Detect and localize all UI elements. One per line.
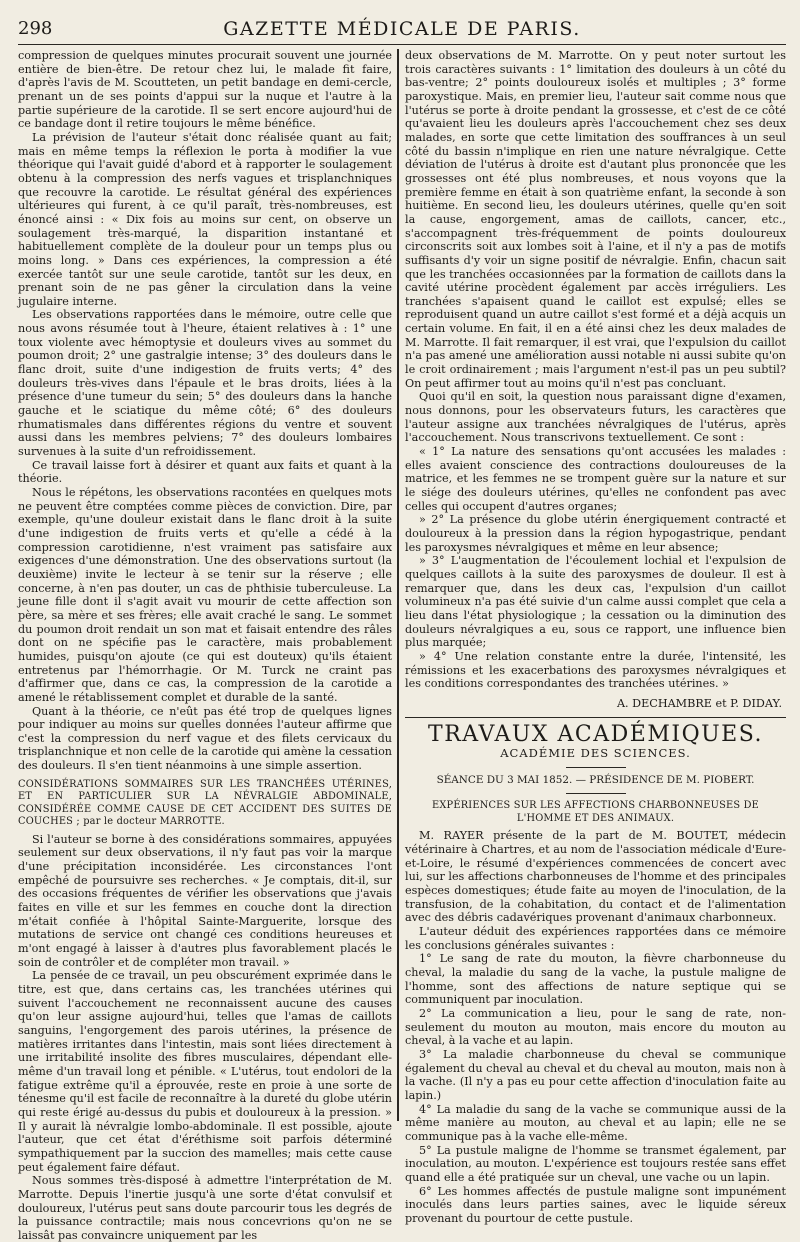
columns: [18, 49, 787, 1242]
conclusion-item: 6° Les hommes affectés de pustule maligne sont impunément inoculés dans leurs parties saines, avec le liquide séreux provenant du pourtour de cette pustule.: [405, 1184, 787, 1225]
paragraph: L'auteur déduit des expériences rapportées dans ce mémoire les conclusions générales suivantes :: [405, 925, 787, 952]
quoted-criterion: » 4° Une relation constante entre la durée, l'intensité, les rémissions et les exacerbations des paroxysmes névralgiques et les conditions correspondantes des tranchées utérines. »: [405, 649, 787, 691]
section-rule: [405, 717, 786, 718]
quoted-criterion: « 1° La nature des sensations qu'ont accusées les malades : elles avaient conscience des contractions douloureuses de la matrice, et les femmes ne se trompent guère sur la nature et sur le siége des douleurs utérines, qu'elles ne confondent pas avec celles qui occupent d'autres organes;: [405, 445, 787, 513]
quoted-criterion: » 2° La présence du globe utérin énergiquement contracté et douloureux à la pression dans la région hypogastrique, pendant les paroxysmes névralgiques et même en leur absence;: [405, 513, 787, 554]
left-column: [18, 49, 397, 1242]
right-column: [399, 49, 787, 1225]
paragraph: Nous sommes très-disposé à admettre l'interprétation de M. Marrotte. Depuis l'inertie jusqu'à une sorte d'état convulsif et douloureux, l'utérus peut sans doute parcourir tous les degrés de la puissance contractile; mais nous concevrions qu'on ne se laissât pas convaincre uniquement par les: [18, 1174, 393, 1242]
section-heading: CONSIDÉRATIONS SOMMAIRES SUR LES TRANCHÉES UTÉRINES, ET EN PARTICULIER SUR LA NÉVRALGIE ABDOMINALE, CONSIDÉRÉE COMME CAUSE DE CET ACCIDENT DES SUITES DE COUCHES ; par le docteur MARROTTE.: [18, 778, 393, 828]
paragraph: Quant à la théorie, ce n'eût pas été trop de quelques lignes pour indiquer au moins sur quelles données l'auteur affirme que c'est la compression du nerf vague et des filets cervicaux du trisplanchnique et non celle de la carotide qui amène la cessation des douleurs. Il s'en tient néanmoins à une simple assertion.: [18, 704, 393, 773]
conclusion-item: 2° La communication a lieu, pour le sang de rate, non-seulement du mouton au mouton, mais encore du mouton au cheval, à la vache et au lapin.: [405, 1007, 787, 1048]
conclusion-item: 4° La maladie du sang de la vache se communique aussi de la même manière au mouton, au cheval et au lapin; elle ne se communique pas à la vache elle-même.: [405, 1102, 787, 1143]
page-number: 298: [18, 18, 53, 39]
short-rule: [566, 793, 626, 794]
paragraph: deux observations de M. Marrotte. On y peut noter surtout les trois caractères suivants : 1° limitation des douleurs à un côté du bas-ventre; 2° points douloureux isolés et multiples ; 3° forme paroxystique. Mais, en premier lieu, l'auteur sait comme nous que l'utérus se porte à droite pendant la grossesse, et c'est de ce côté qu'avaient lieu les douleurs après l'accouchement chez ses deux malades, en sorte que cette limitation des souffrances à un seul côté du bassin n'implique en rien une nature névralgique. Cette déviation de l'utérus à droite est d'autant plus prononcée que les grossesses ont été plus nombreuses, et nous voyons que la première femme en était à son quatrième enfant, la seconde à son huitième. En second lieu, les douleurs utérines, quelle qu'en soit la cause, engorgement, amas de caillots, cancer, etc., s'accompagnent très-fréquemment de points douloureux circonscrits soit aux lombes soit à l'aine, et il n'y a pas de motifs suffisants d'y voir un signe positif de névralgie. Enfin, chacun sait que les tranchées occasionnées par la formation de caillots dans la cavité utérine procèdent également par accès irréguliers. Les tranchées s'apaisent quand le caillot est expulsé; elles se reproduisent quand un autre caillot s'est formé et a déjà acquis un certain volume. En fait, il en a été ainsi chez les deux malades de M. Marrotte. Il fait remarquer, il est vrai, que l'expulsion du caillot n'a pas amené une amélioration aussi notable ni aussi subite qu'on le croit ordinairement ; mais l'argument n'est-il pas un peu subtil? On peut affirmer tout au moins qu'il n'est pas concluant.: [405, 49, 787, 390]
conclusion-item: 1° Le sang de rate du mouton, la fièvre charbonneuse du cheval, la maladie du sang de la vache, la pustule maligne de l'homme, sont des affections de nature septique qui se communiquent par inoculation.: [405, 952, 787, 1007]
paragraph: La pensée de ce travail, un peu obscurément exprimée dans le titre, est que, dans certains cas, les tranchées utérines qui suivent l'accouchement ne reconnaissent aucune des causes qu'on leur assigne aujourd'hui, telles que l'amas de caillots sanguins, l'engorgement des parois utérines, la présence de matières irritantes dans l'intestin, mais sont liées directement à une irritabilité insolite des fibres musculaires, dépendant elle-même d'un travail long et pénible. « L'utérus, tout endolori de la fatigue extrême qu'il a éprouvée, reste en proie à une sorte de ténesme qu'il est facile de reconnaître à la dureté du globe utérin qui reste érigé au-dessus du pubis et douloureux à la pression. » Il y aurait là névralgie lombo-abdominale. Il est possible, ajoute l'auteur, que cet état d'éréthisme soit parfois déterminé sympathiquement par la succion des mamelles; mais cette cause peut également faire défaut.: [18, 969, 393, 1174]
journal-title: GAZETTE MÉDICALE DE PARIS.: [223, 18, 581, 40]
paragraph: Si l'auteur se borne à des considérations sommaires, appuyées seulement sur deux observations, il n'y faut pas voir la marque d'une précipitation inconsidérée. Les circonstances l'ont empêché de poursuivre ses recherches. « Je comptais, dit-il, sur des occasions fréquentes de vérifier les observations que j'avais faites en ville et sur les femmes en couche dont la direction m'était confiée à l'hôpital Sainte-Marguerite, lorsque des mutations de service ont changé ces conditions heureuses et m'ont engagé à laisser à d'autres plus favorablement placés le soin de contrôler et de compléter mon travail. »: [18, 832, 393, 969]
conclusion-item: 5° La pustule maligne de l'homme se transmet également, par inoculation, au mouton. L'expérience est toujours restée sans effet quand elle a été pratiquée sur un cheval, une vache ou un lapin.: [405, 1143, 787, 1184]
section-title: TRAVAUX ACADÉMIQUES.: [428, 721, 763, 747]
academy-title: ACADÉMIE DES SCIENCES.: [500, 746, 691, 761]
paragraph: compression de quelques minutes procurait souvent une journée entière de bien-être. De retour chez lui, le malade fit faire, d'après l'avis de M. Scoutteten, un petit bandage en demi-cercle, prenant un de ses points d'appui sur la nuque et l'autre à la partie supérieure de la carotide. Il se sert encore aujourd'hui de ce bandage dont il retire toujours le même bénéfice.: [18, 49, 393, 131]
page-header: [18, 16, 786, 45]
paragraph: Les observations rapportées dans le mémoire, outre celle que nous avons résumée tout à l'heure, étaient relatives à : 1° une toux violente avec hémoptysie et douleurs vives au sommet du poumon droit; 2° une gastralgie intense; 3° des douleurs dans le flanc droit, suite d'une indigestion de fruits verts; 4° des douleurs très-vives dans l'épaule et le bras droits, liées à la présence d'une tumeur du sein; 5° des douleurs dans la hanche gauche et le sciatique du même côté; 6° des douleurs rhumatismales dans différentes régions du ventre et souvent aussi dans les membres pelviens; 7° des douleurs lombaires survenues à la suite d'un refroidissement.: [18, 308, 393, 459]
author-signature: A. DECHAMBRE et P. DIDAY.: [616, 696, 783, 710]
conclusion-item: 3° La maladie charbonneuse du cheval se communique également du cheval au cheval et du cheval au mouton, mais non à la vache. (Il n'y a pas eu pour cette affection d'inoculation faite au lapin.): [405, 1047, 787, 1102]
short-rule: [566, 767, 626, 768]
paragraph: Quoi qu'il en soit, la question nous paraissant digne d'examen, nous donnons, pour les observateurs futurs, les caractères que l'auteur assigne aux tranchées névralgiques de l'utérus, après l'accouchement. Nous transcrivons textuellement. Ce sont :: [405, 390, 787, 445]
paragraph: Nous le répétons, les observations racontées en quelques mots ne peuvent être comptées comme pièces de conviction. Dire, par exemple, qu'une douleur existait dans le flanc droit à la suite d'une indigestion de fruits verts et qu'elle a cédé à la compression carotidienne, n'est vraiment pas satisfaire aux exigences d'une démonstration. Une des observations surtout (la deuxième) invite le lecteur à se tenir sur la réserve ; elle concerne, à n'en pas douter, un cas de phthisie tuberculeuse. La jeune fille dont il s'agit avait vu mourir de cette affection son père, sa mère et ses frères; elle avait craché le sang. Le sommet du poumon droit rendait un son mat et faisait entendre des râles dont on ne spécifie pas le caractère, mais probablement humides, puisqu'on ajoute (ce qui est douteux) qu'ils étaient entretenus par l'hémorrhagie. Or M. Turck ne craint pas d'affirmer que, dans ce cas, la compression de la carotide a amené le rétablissement complet et durable de la santé.: [18, 486, 393, 704]
quoted-criterion: » 3° L'augmentation de l'écoulement lochial et l'expulsion de quelques caillots à la suite des paroxysmes de douleur. Il est à remarquer que, dans les deux cas, l'expulsion d'un caillot volumineux n'a pas été suivie d'un calme aussi complet que cela a lieu dans l'état physiologique ; la cessation ou la diminution des douleurs névralgiques a eu, sous ce rapport, une influence bien plus marquée;: [405, 554, 787, 650]
experiment-heading: EXPÉRIENCES SUR LES AFFECTIONS CHARBONNEUSES DE L'HOMME ET DES ANIMAUX.: [432, 800, 759, 824]
seance-line: SÉANCE DU 3 MAI 1852. — PRÉSIDENCE DE M. PIOBERT.: [436, 773, 755, 786]
paragraph: M. RAYER présente de la part de M. BOUTET, médecin vétérinaire à Chartres, et au nom de l'association médicale d'Eure-et-Loire, le résumé d'expériences commencées de concert avec lui, sur les affections charbonneuses de l'homme et des principales espèces domestiques; étude faite au moyen de l'inoculation, de la transfusion, de la cohabitation, du contact et de l'alimentation avec des débris cadavériques provenant d'animaux charbonneux.: [405, 829, 787, 925]
paragraph: La prévision de l'auteur s'était donc réalisée quant au fait; mais en même temps la réflexion le porta à modifier la vue théorique qui l'avait guidé d'abord et à rapporter le soulagement obtenu à la compression des nerfs vagues et trisplanchniques que recouvre la carotide. Le résultat général des expériences ultérieures qui furent, à ce qu'il paraît, très-nombreuses, est énoncé ainsi : « Dix fois au moins sur cent, on observe un soulagement très-marqué, la disparition instantané et habituellement complète de la douleur pour un temps plus ou moins long. » Dans ces expériences, la compression a été exercée tantôt sur une seule carotide, tantôt sur les deux, en prenant soin de ne pas gêner la circulation dans la veine jugulaire interne.: [18, 130, 393, 308]
paragraph: Ce travail laisse fort à désirer et quant aux faits et quant à la théorie.: [18, 458, 393, 486]
